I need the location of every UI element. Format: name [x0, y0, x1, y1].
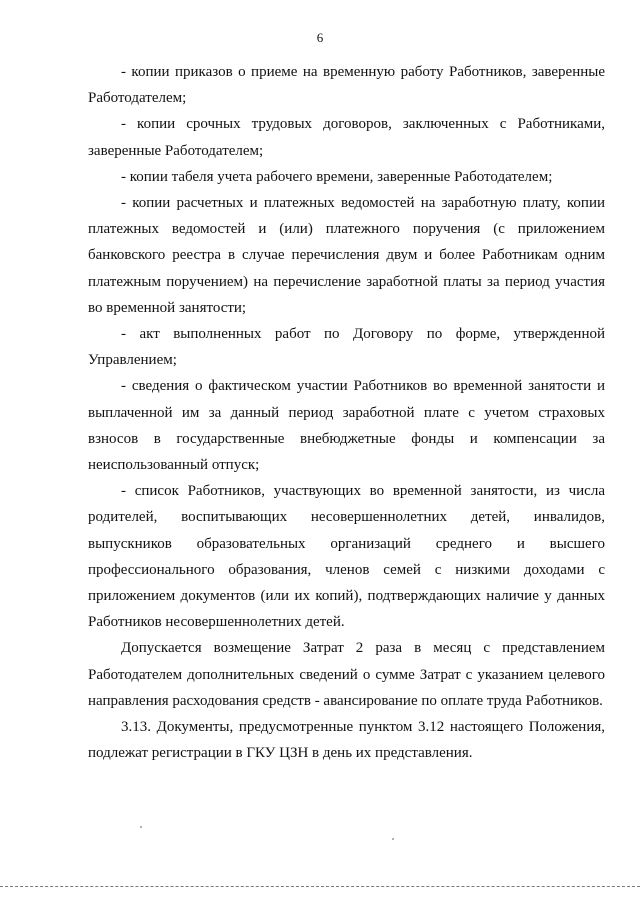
paragraph-order-copies: - копии приказов о приеме на временную работу Работников, заверенные Работодателем;: [88, 64, 605, 107]
page-bottom-edge: [0, 886, 640, 887]
document-body: [88, 59, 605, 766]
scan-speck: [392, 838, 394, 840]
page-number: 6: [316, 30, 324, 45]
scan-speck: [140, 826, 142, 828]
paragraph-reimbursement-note: Допускается возмещение Затрат 2 раза в месяц с представлением Работодателем дополнительных сведений о сумме Затрат с указанием целевого направления расходования средств - авансирование по оплате труда Работников.: [88, 640, 605, 709]
paragraph-contract-copies: - копии срочных трудовых договоров, заключенных с Работниками, заверенные Работодателем;: [88, 116, 605, 159]
paragraph-worker-list: - список Работников, участвующих во временной занятости, из числа родителей, воспитывающих несовершеннолетних детей, инвалидов, выпускников образовательных организаций среднего и высшего профессионального образования, членов семей с низкими доходами с приложением документов (или их копий), подтверждающих наличие у данных Работников несовершеннолетних детей.: [88, 483, 605, 631]
paragraph-payroll-copies: - копии расчетных и платежных ведомостей на заработную плату, копии платежных ведомостей и (или) платежного поручения (с приложением банковского реестра в случае перечисления двум и более Работникам одним платежным поручением) на перечисление заработной платы за период участия во временной занятости;: [88, 195, 605, 316]
paragraph-timesheet-copies: - копии табеля учета рабочего времени, заверенные Работодателем;: [121, 168, 553, 185]
paragraph-participation-info: - сведения о фактическом участии Работников во временной занятости и выплаченной им за данный период заработной плате с учетом страховых взносов в государственные внебюджетные фонды и компенсации за неиспользованный отпуск;: [88, 378, 605, 474]
paragraph-work-acceptance-act: - акт выполненных работ по Договору по форме, утвержденной Управлением;: [88, 326, 605, 369]
paragraph-clause-3-13: 3.13. Документы, предусмотренные пунктом 3.12 настоящего Положения, подлежат регистрации в ГКУ ЦЗН в день их представления.: [88, 719, 605, 762]
